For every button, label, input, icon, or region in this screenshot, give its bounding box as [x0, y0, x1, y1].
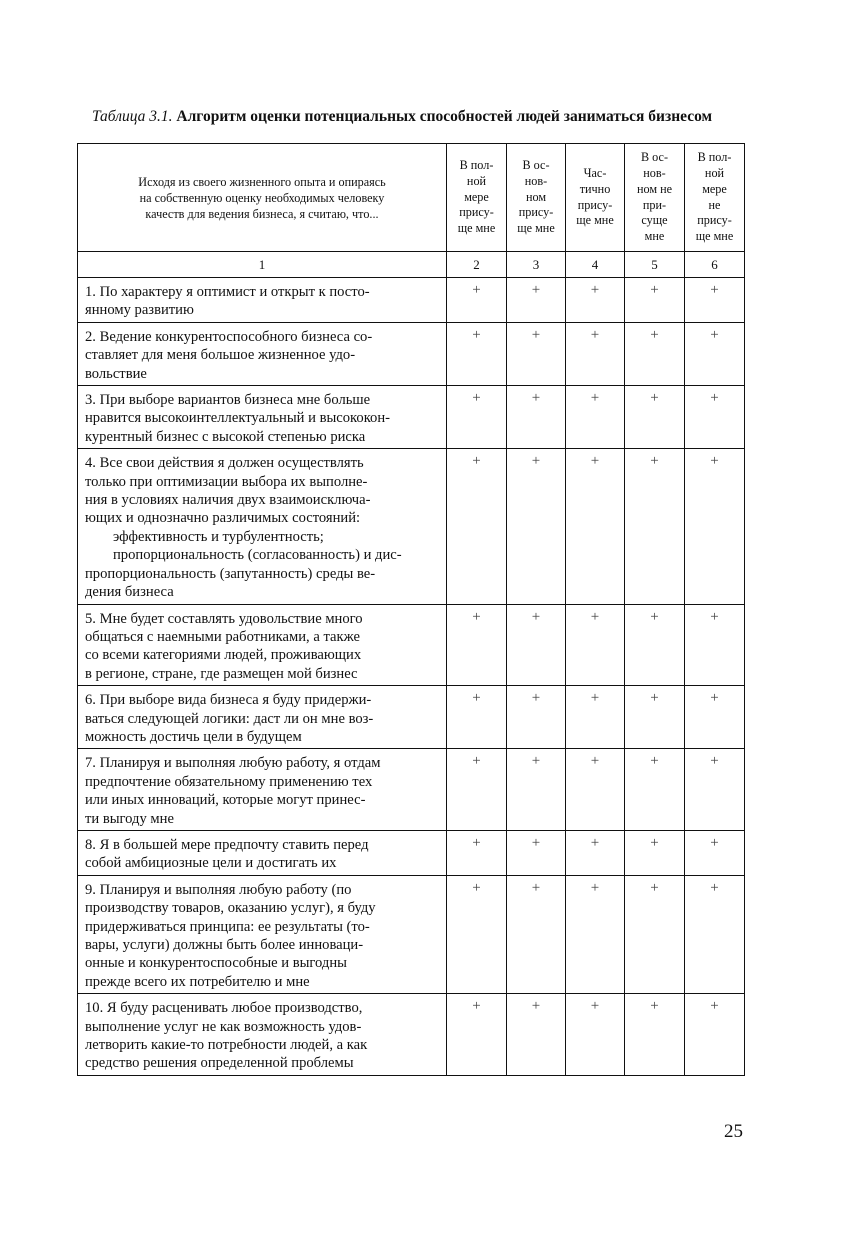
answer-cell[interactable]: + [625, 749, 685, 831]
answer-cell[interactable]: + [625, 686, 685, 749]
column-number: 3 [507, 252, 566, 278]
statement-line: 5. Мне будет составлять удовольствие много [85, 610, 363, 627]
statement-line: ющих и однозначно различимых состояний: [85, 510, 361, 527]
answer-cell[interactable]: + [447, 278, 507, 323]
table-row [78, 875, 745, 993]
statement-line: пропорциональность (запутанность) среды ве- [85, 565, 376, 582]
answer-cell[interactable]: + [566, 749, 625, 831]
answer-cell[interactable]: + [685, 604, 745, 686]
answer-cell[interactable]: + [566, 278, 625, 323]
statement-line: янному развитию [85, 302, 194, 319]
statement-line: собой амбициозные цели и достигать их [85, 855, 337, 872]
answer-cell[interactable]: + [507, 278, 566, 323]
table-title: Алгоритм оценки потенциальных способностей людей заниматься бизнесом [176, 108, 713, 125]
statement-cell [78, 830, 447, 875]
table-number: Таблица 3.1. [92, 108, 173, 125]
answer-cell[interactable]: + [685, 686, 745, 749]
header-question-line: качеств для ведения бизнеса, я считаю, что... [145, 206, 379, 221]
answer-cell[interactable]: + [507, 322, 566, 385]
statement-cell [78, 278, 447, 323]
answer-cell[interactable]: + [566, 830, 625, 875]
header-row [78, 144, 745, 252]
statement-line: 1. По характеру я оптимист и открыт к посто- [85, 284, 370, 300]
table-row [78, 749, 745, 831]
answer-cell[interactable]: + [625, 830, 685, 875]
statement-line: 7. Планируя и выполняя любую работу, я отдам [85, 755, 381, 772]
option-header-mostly-not: В ос- нов- ном не при- суще мне [625, 144, 685, 252]
statement-line: ния в условиях наличия двух взаимоисключа- [85, 492, 371, 509]
statement-line: 10. Я буду расценивать любое производство, [85, 1000, 363, 1017]
statement-cell [78, 749, 447, 831]
answer-cell[interactable]: + [685, 830, 745, 875]
answer-cell[interactable]: + [625, 278, 685, 323]
column-number: 4 [566, 252, 625, 278]
statement-cell [78, 322, 447, 385]
answer-cell[interactable]: + [566, 994, 625, 1076]
option-header-fully-not: В пол- ной мере не прису- ще мне [685, 144, 745, 252]
answer-cell[interactable]: + [447, 604, 507, 686]
statement-line: в регионе, стране, где размещен мой бизнес [85, 665, 358, 682]
answer-cell[interactable]: + [625, 322, 685, 385]
answer-cell[interactable]: + [685, 449, 745, 604]
statement-line: 9. Планируя и выполняя любую работу (по [85, 881, 352, 898]
table-row [78, 386, 745, 449]
statement-line: 2. Ведение конкурентоспособного бизнеса со- [85, 328, 373, 345]
answer-cell[interactable]: + [447, 830, 507, 875]
statement-line: пропорциональность (согласованность) и дис- [113, 547, 402, 564]
statement-line: нравится высокоинтеллектуальный и высококон- [85, 410, 391, 427]
statement-line: ти выгоду мне [85, 810, 174, 827]
statement-line: летворить какие-то потребности людей, а как [85, 1037, 368, 1054]
statement-cell [78, 875, 447, 993]
table-row [78, 994, 745, 1076]
statements-body [78, 278, 745, 1076]
answer-cell[interactable]: + [507, 449, 566, 604]
statement-line: прежде всего их потребителю и мне [85, 973, 310, 990]
statement-line: выполнение услуг не как возможность удов- [85, 1018, 362, 1035]
answer-cell[interactable]: + [447, 322, 507, 385]
answer-cell[interactable]: + [685, 278, 745, 323]
answer-cell[interactable]: + [507, 875, 566, 993]
answer-cell[interactable]: + [447, 686, 507, 749]
table-row [78, 449, 745, 604]
question-column-header [78, 144, 447, 252]
answer-cell[interactable]: + [507, 604, 566, 686]
answer-cell[interactable]: + [685, 386, 745, 449]
statement-cell [78, 994, 447, 1076]
answer-cell[interactable]: + [447, 386, 507, 449]
statement-line: курентный бизнес с высокой степенью риска [85, 428, 366, 445]
statement-line: средство решения определенной проблемы [85, 1055, 354, 1072]
answer-cell[interactable]: + [507, 749, 566, 831]
statement-line: общаться с наемными работниками, а также [85, 628, 360, 645]
option-header-partly: Час- тично прису- ще мне [566, 144, 625, 252]
table-row [78, 322, 745, 385]
answer-cell[interactable]: + [566, 386, 625, 449]
answer-cell[interactable]: + [625, 875, 685, 993]
statement-line: можность достичь цели в будущем [85, 728, 302, 745]
statement-line: или иных инноваций, которые могут принес- [85, 792, 366, 809]
answer-cell[interactable]: + [447, 449, 507, 604]
statement-line: вары, услуги) должны быть более инноваци- [85, 937, 364, 953]
answer-cell[interactable]: + [685, 322, 745, 385]
option-header-fully: В пол- ной мере прису- ще мне [447, 144, 507, 252]
answer-cell[interactable]: + [566, 875, 625, 993]
statement-line: ваться следующей логики: даст ли он мне воз- [85, 710, 374, 727]
assessment-table [77, 143, 745, 1076]
answer-cell[interactable]: + [625, 386, 685, 449]
answer-cell[interactable]: + [447, 994, 507, 1076]
statement-cell [78, 386, 447, 449]
statement-line: вольствие [85, 365, 147, 382]
statement-line: дения бизнеса [85, 584, 174, 601]
column-number: 5 [625, 252, 685, 278]
table-row [78, 278, 745, 323]
statement-line: 3. При выборе вариантов бизнеса мне больше [85, 392, 371, 409]
answer-cell[interactable]: + [507, 686, 566, 749]
answer-cell[interactable]: + [507, 386, 566, 449]
column-number-row [78, 252, 745, 278]
table-caption [92, 108, 752, 126]
statement-line: производству товаров, оказанию услуг), я буду [85, 900, 376, 917]
statement-line: 6. При выборе вида бизнеса я буду придержи- [85, 692, 372, 709]
statement-cell [78, 686, 447, 749]
answer-cell[interactable]: + [507, 830, 566, 875]
statement-line: предпочтение обязательному применению тех [85, 773, 373, 790]
answer-cell[interactable]: + [566, 322, 625, 385]
column-number: 2 [447, 252, 507, 278]
answer-cell[interactable]: + [507, 994, 566, 1076]
statement-cell [78, 604, 447, 686]
answer-cell[interactable]: + [566, 449, 625, 604]
answer-cell[interactable]: + [566, 686, 625, 749]
table-row [78, 686, 745, 749]
answer-cell[interactable]: + [447, 749, 507, 831]
statement-line: 8. Я в большей мере предпочту ставить перед [85, 836, 369, 853]
statement-line: 4. Все свои действия я должен осуществлять [85, 455, 364, 472]
statement-line: со всеми категориями людей, проживающих [85, 647, 362, 664]
statement-line: только при оптимизации выбора их выполне- [85, 473, 368, 490]
answer-cell[interactable]: + [685, 875, 745, 993]
statement-cell [78, 449, 447, 604]
header-question-line: на собственную оценку необходимых человеку [139, 190, 385, 205]
answer-cell[interactable]: + [625, 604, 685, 686]
header-question-line: Исходя из своего жизненного опыта и опираясь [138, 174, 386, 189]
answer-cell[interactable]: + [685, 994, 745, 1076]
option-header-mostly: В ос- нов- ном прису- ще мне [507, 144, 566, 252]
answer-cell[interactable]: + [566, 604, 625, 686]
answer-cell[interactable]: + [625, 994, 685, 1076]
answer-cell[interactable]: + [685, 749, 745, 831]
statement-line: придерживаться принципа: ее результаты (то- [85, 918, 370, 935]
answer-cell[interactable]: + [447, 875, 507, 993]
table-row [78, 604, 745, 686]
page-number: 25 [724, 1121, 743, 1142]
answer-cell[interactable]: + [625, 449, 685, 604]
statement-line: эффективность и турбулентность; [113, 528, 324, 545]
statement-line: ставляет для меня большое жизненное удо- [85, 347, 356, 364]
column-number: 1 [78, 252, 447, 278]
table-row [78, 830, 745, 875]
statement-line: онные и конкурентоспособные и выгодны [85, 955, 347, 972]
column-number: 6 [685, 252, 745, 278]
